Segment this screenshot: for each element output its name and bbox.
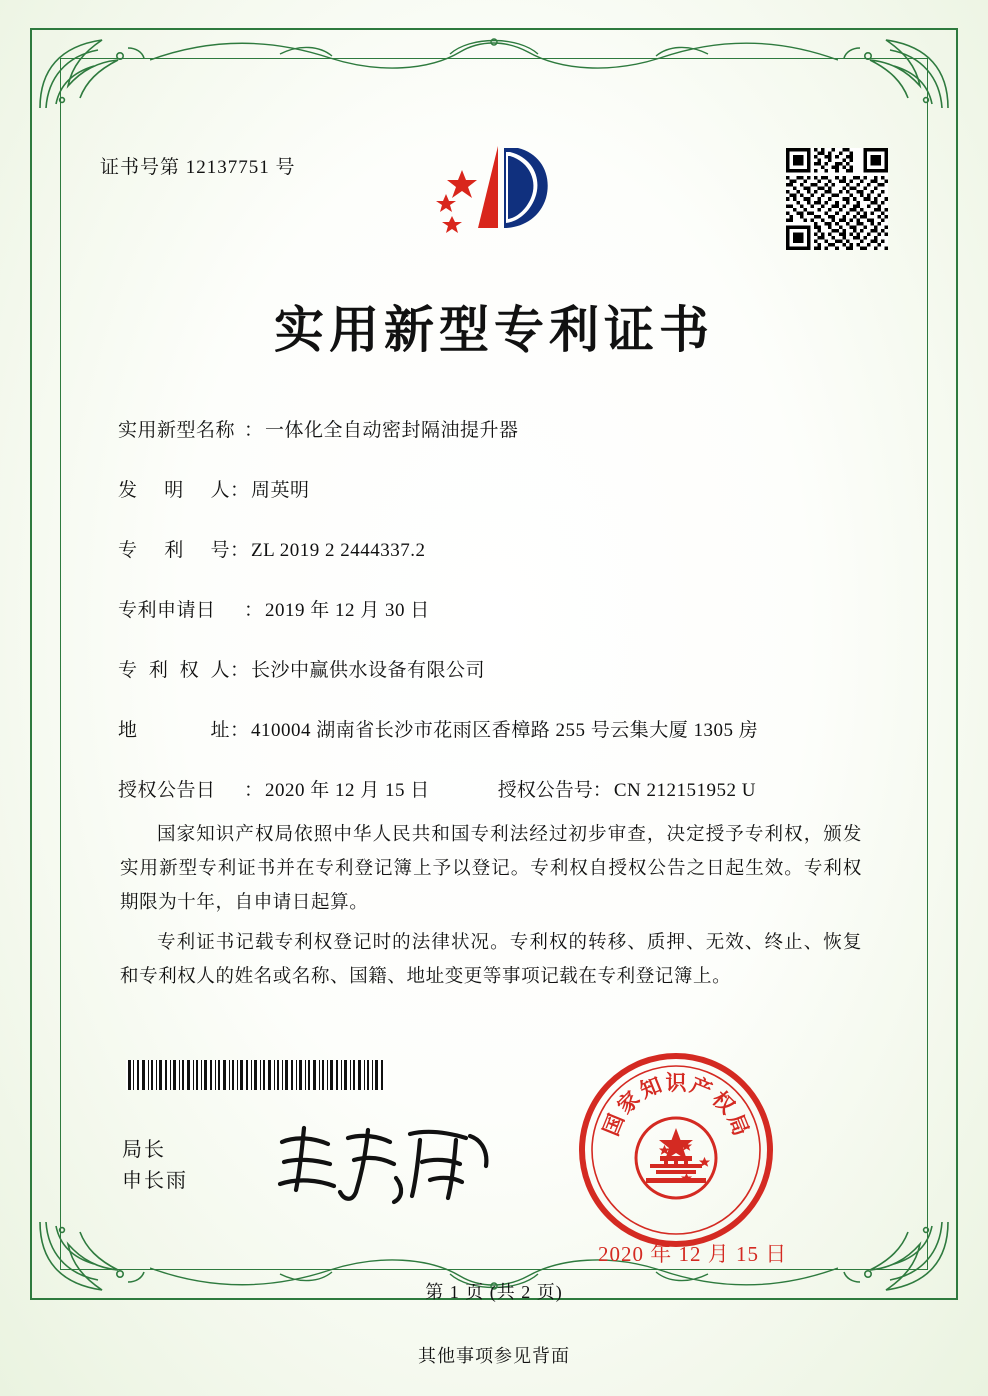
field-value: 410004 湖南省长沙市花雨区香樟路 255 号云集大厦 1305 房 <box>251 720 759 741</box>
field-grant-announcement <box>118 775 878 802</box>
field-colon: ： <box>244 600 264 621</box>
grant-date-value: 2020 年 12 月 15 日 <box>265 780 430 801</box>
field-label <box>118 475 230 502</box>
label-char: 利 <box>164 540 184 561</box>
field-label <box>118 535 230 562</box>
svg-text:局: 局 <box>723 1110 755 1140</box>
grant-number-group <box>498 775 756 802</box>
cnipa-logo <box>422 140 572 260</box>
field-label <box>118 715 230 742</box>
grant-number-label: 授权公告号 <box>497 780 593 801</box>
field-utility-model-name <box>118 415 878 442</box>
director-title: 局长 <box>122 1139 166 1161</box>
label-char: 人 <box>210 660 230 681</box>
field-colon: ： <box>244 780 264 801</box>
svg-text:国: 国 <box>597 1110 629 1140</box>
field-label: 实用新型名称 <box>118 420 236 441</box>
field-label <box>118 655 230 682</box>
legal-text <box>120 818 862 1000</box>
field-application-date <box>118 595 878 622</box>
field-value: ZL 2019 2 2444337.2 <box>251 540 426 561</box>
page-number: 第 1 页 (共 2 页) <box>425 1282 563 1302</box>
official-red-seal <box>576 1050 776 1250</box>
svg-text:产: 产 <box>686 1071 716 1103</box>
field-colon: ： <box>592 780 612 801</box>
qr-code <box>786 148 888 250</box>
director-signature <box>270 1118 500 1208</box>
paragraph-grant: 国家知识产权局依照中华人民共和国专利法经过初步审查，决定授予专利权，颁发实用新型专利证书并在专利登记簿上予以登记。专利权自授权公告之日起生效。专利权期限为十年，自申请日起算。 <box>120 825 862 913</box>
field-list <box>118 415 878 835</box>
label-char: 明 <box>164 480 184 501</box>
svg-text:知: 知 <box>636 1071 666 1103</box>
label-char: 权 <box>179 660 200 681</box>
svg-text:家: 家 <box>612 1086 645 1119</box>
field-colon: ： <box>230 660 250 681</box>
label-char: 专 <box>118 660 138 681</box>
field-address <box>118 715 878 742</box>
field-value: 2019 年 12 月 30 日 <box>265 600 430 621</box>
field-colon: ： <box>230 540 250 561</box>
label-char: 利 <box>148 660 169 681</box>
grant-date-label: 授权公告日 <box>118 780 216 801</box>
field-colon: ： <box>230 720 250 741</box>
label-char: 发 <box>118 480 138 501</box>
svg-text:识: 识 <box>665 1070 687 1095</box>
label-char: 址 <box>210 720 230 741</box>
seal-date: 2020 年 12 月 15 日 <box>598 1242 788 1266</box>
field-value: 长沙中赢供水设备有限公司 <box>251 660 486 681</box>
field-colon: ： <box>230 480 250 501</box>
footer-note: 其他事项参见背面 <box>418 1346 570 1366</box>
grant-number-value: CN 212151952 U <box>613 780 756 801</box>
label-char: 人 <box>210 480 230 501</box>
director-block <box>122 1135 188 1197</box>
field-label: 专利申请日 <box>118 600 216 621</box>
field-colon: ： <box>244 420 264 441</box>
paragraph-registry: 专利证书记载专利权登记时的法律状况。专利权的转移、质押、无效、终止、恢复和专利权人的姓名或名称、国籍、地址变更等事项记载在专利登记簿上。 <box>120 933 862 987</box>
label-char: 专 <box>118 540 138 561</box>
field-inventor <box>118 475 878 502</box>
label-char: 号 <box>210 540 230 561</box>
page-title: 实用新型专利证书 <box>274 300 714 359</box>
certificate-number: 证书号第 12137751 号 <box>100 157 296 178</box>
svg-text:权: 权 <box>707 1086 740 1119</box>
barcode <box>126 1060 388 1090</box>
director-name: 申长雨 <box>122 1170 188 1192</box>
field-value: 周英明 <box>251 480 310 501</box>
field-value: 一体化全自动密封隔油提升器 <box>265 420 519 441</box>
field-patentee <box>118 655 878 682</box>
label-char: 地 <box>118 720 138 741</box>
field-patent-number <box>118 535 878 562</box>
